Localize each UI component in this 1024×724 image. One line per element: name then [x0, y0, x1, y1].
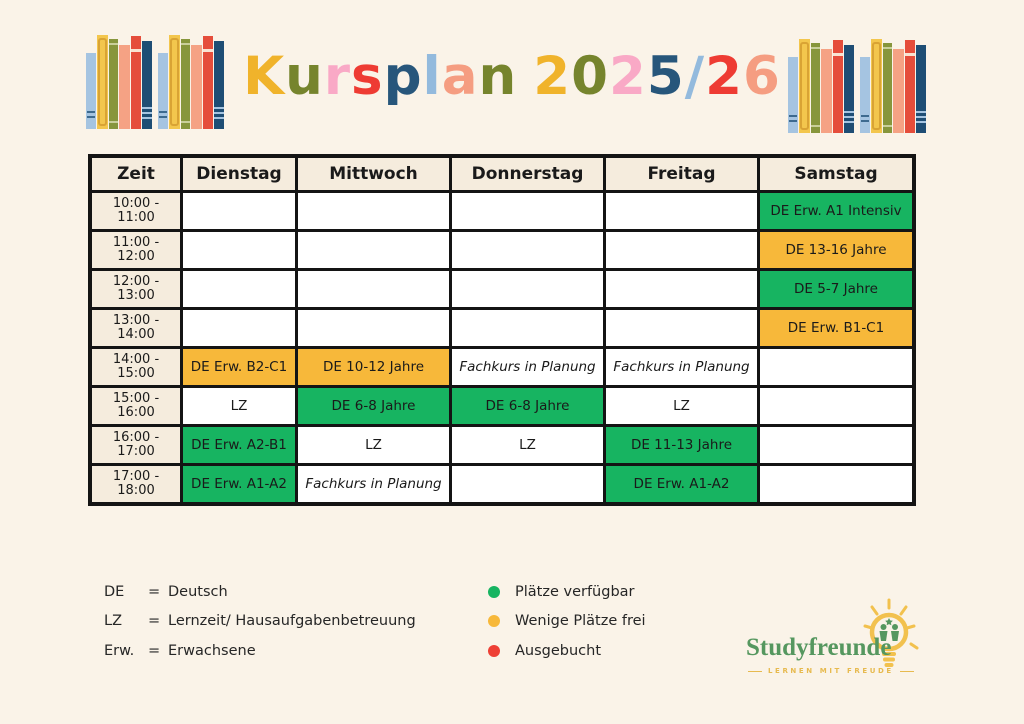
time-cell: 11:00 - 12:00	[92, 232, 180, 268]
schedule-cell	[606, 310, 757, 346]
schedule-cell: DE 5-7 Jahre	[760, 271, 912, 307]
legend-status-row	[488, 607, 646, 637]
legend-abbr-row	[104, 607, 416, 637]
legend-abbr-meaning: Erwachsene	[168, 642, 256, 659]
schedule-cell: DE 10-12 Jahre	[298, 349, 449, 385]
schedule-cell	[183, 232, 295, 268]
column-header: Donnerstag	[452, 158, 603, 190]
column-header: Freitag	[606, 158, 757, 190]
title-letter: 2	[705, 46, 744, 107]
title-letter: r	[323, 46, 352, 107]
time-cell: 12:00 - 13:00	[92, 271, 180, 307]
schedule-cell: Fachkurs in Planung	[606, 349, 757, 385]
legend-abbr-meaning: Deutsch	[168, 583, 228, 600]
schedule-cell: DE Erw. A1-A2	[183, 466, 295, 502]
tagline-dash	[900, 671, 914, 672]
status-label: Plätze verfügbar	[515, 583, 635, 600]
schedule-cell: LZ	[452, 427, 603, 463]
schedule-cell: LZ	[298, 427, 449, 463]
status-label: Ausgebucht	[515, 642, 602, 659]
time-cell: 16:00 - 17:00	[92, 427, 180, 463]
logo-studyfreunde	[742, 600, 938, 694]
logo-tagline-text: LERNEN MIT FREUDE	[768, 667, 894, 675]
schedule-cell	[298, 232, 449, 268]
title-letter: 2	[608, 46, 647, 107]
title-letter: s	[351, 46, 384, 107]
schedule-cell: DE Erw. B1-C1	[760, 310, 912, 346]
title-letter: /	[684, 46, 706, 107]
legend-equals: =	[148, 642, 161, 659]
title-letter: a	[441, 46, 479, 107]
schedule-cell	[183, 271, 295, 307]
logo-name: Studyfreunde	[746, 634, 892, 661]
legend-equals: =	[148, 613, 161, 630]
time-cell: 17:00 - 18:00	[92, 466, 180, 502]
schedule-cell	[606, 271, 757, 307]
tagline-dash	[748, 671, 762, 672]
schedule-cell	[760, 466, 912, 502]
schedule-cell	[606, 193, 757, 229]
column-header: Zeit	[92, 158, 180, 190]
legend-equals: =	[148, 583, 161, 600]
schedule-cell	[606, 232, 757, 268]
title-letter: K	[243, 46, 286, 107]
schedule-cell: Fachkurs in Planung	[452, 349, 603, 385]
schedule-cell: DE Erw. A1-A2	[606, 466, 757, 502]
legend-status-row	[488, 636, 646, 666]
schedule-cell	[183, 193, 295, 229]
schedule-cell: DE 11-13 Jahre	[606, 427, 757, 463]
legend-abbr-key: DE	[104, 583, 125, 600]
status-label: Wenige Plätze frei	[515, 613, 646, 630]
schedule-cell	[760, 427, 912, 463]
legend-abbr-meaning: Lernzeit/ Hausaufgabenbetreuung	[168, 613, 416, 630]
schedule-cell	[452, 193, 603, 229]
schedule-cell: DE 6-8 Jahre	[452, 388, 603, 424]
legend-abbr-row	[104, 577, 416, 607]
legend-status	[488, 577, 646, 666]
schedule-cell	[452, 232, 603, 268]
title-letter: u	[285, 46, 324, 107]
schedule-cell	[452, 271, 603, 307]
schedule-cell: DE 13-16 Jahre	[760, 232, 912, 268]
schedule-cell	[183, 310, 295, 346]
time-cell: 14:00 - 15:00	[92, 349, 180, 385]
schedule-cell	[298, 193, 449, 229]
legend-abbr-key: Erw.	[104, 642, 135, 659]
time-cell: 15:00 - 16:00	[92, 388, 180, 424]
title-letter	[517, 46, 533, 107]
column-header: Dienstag	[183, 158, 295, 190]
title-letter: n	[478, 46, 518, 107]
schedule-cell	[298, 271, 449, 307]
schedule-cell: DE Erw. B2-C1	[183, 349, 295, 385]
title-letter: l	[422, 46, 442, 107]
schedule-table	[88, 154, 916, 506]
schedule-cell	[760, 349, 912, 385]
column-header: Samstag	[760, 158, 912, 190]
status-dot-icon	[488, 615, 500, 627]
title-letter: p	[383, 46, 423, 107]
schedule-cell: LZ	[183, 388, 295, 424]
schedule-cell	[760, 388, 912, 424]
status-dot-icon	[488, 645, 500, 657]
time-cell: 10:00 - 11:00	[92, 193, 180, 229]
legend-status-row	[488, 577, 646, 607]
schedule-cell: LZ	[606, 388, 757, 424]
column-header: Mittwoch	[298, 158, 449, 190]
time-cell: 13:00 - 14:00	[92, 310, 180, 346]
status-dot-icon	[488, 586, 500, 598]
schedule-cell: DE 6-8 Jahre	[298, 388, 449, 424]
legend-abbr-key: LZ	[104, 613, 123, 630]
page-title	[0, 46, 1024, 107]
schedule-cell: DE Erw. A2-B1	[183, 427, 295, 463]
logo-tagline	[748, 667, 914, 675]
schedule-cell: Fachkurs in Planung	[298, 466, 449, 502]
title-letter: 2	[533, 46, 572, 107]
title-letter: 0	[571, 46, 609, 107]
schedule-cell: DE Erw. A1 Intensiv	[760, 193, 912, 229]
schedule-cell	[452, 466, 603, 502]
schedule-cell	[298, 310, 449, 346]
title-letter: 5	[646, 46, 685, 107]
legend-abbr-row	[104, 636, 416, 666]
title-letter: 6	[743, 46, 781, 107]
legend-abbreviations	[104, 577, 416, 666]
schedule-cell	[452, 310, 603, 346]
